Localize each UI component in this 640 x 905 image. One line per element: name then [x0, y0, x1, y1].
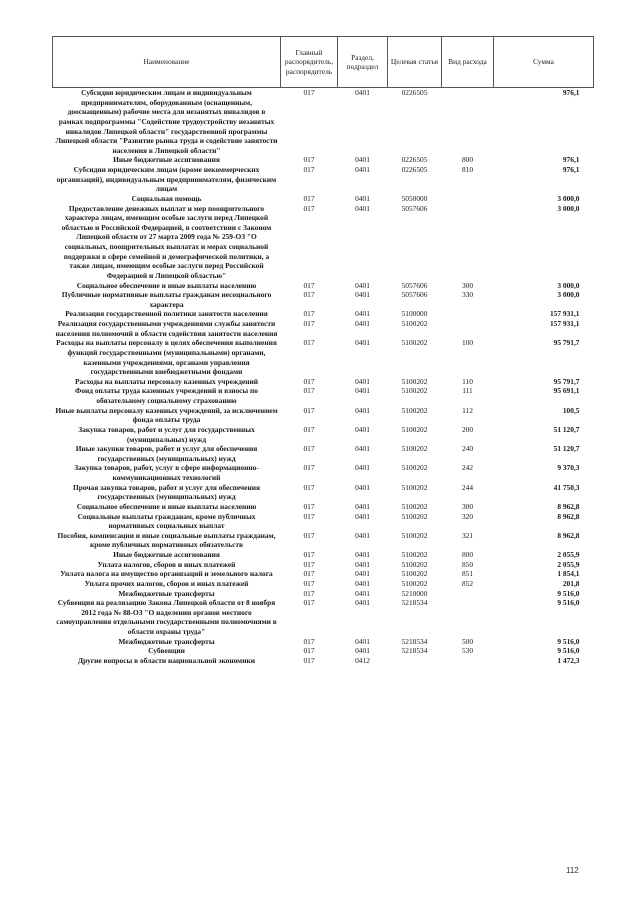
row-amount: 2 055,9 [557, 559, 580, 569]
row-name: Закупка товаров, работ и услуг для государственных (муниципальных) нужд [78, 424, 255, 444]
row-exp-type: 800 [461, 155, 474, 165]
row-section: 0401 [355, 511, 370, 521]
row-amount: 3 000,0 [557, 203, 580, 213]
row-amount: 1 472,3 [557, 655, 580, 665]
row-amount: 51 120,7 [553, 424, 580, 434]
row-name: Субвенции [148, 646, 185, 656]
row-name: Субвенция на реализацию Закона Липецкой области от 8 ноября 2012 года № 88-ОЗ "О наделении органов местного самоуправления отдельными государственными полномочиями в области охраны труда" [56, 598, 277, 636]
table-row [53, 406, 594, 425]
row-name: Уплата налогов, сборов и иных платежей [97, 559, 236, 569]
row-admin: 017 [303, 646, 315, 656]
row-name: Прочая закупка товаров, работ и услуг для обеспечения государственных (муниципальных) нужд [73, 482, 260, 502]
table-row [53, 560, 594, 570]
row-target: 0226505 [401, 165, 428, 174]
row-admin: 017 [303, 655, 315, 665]
row-section: 0401 [355, 376, 370, 386]
row-amount: 9 516,0 [557, 646, 580, 656]
row-name: Иные бюджетные ассигнования [113, 550, 220, 559]
row-admin: 017 [303, 559, 315, 569]
row-section: 0401 [355, 155, 370, 165]
row-name: Иные закупки товаров, работ и услуг для обеспечения государственных (муниципальных) нужд [75, 444, 258, 463]
row-name: Субсидии юридическим лицам и индивидуальным предпринимателям, оборудованным (оснащенным, дооснащенным) рабочие места для незанятых инвалидов в рамках подпрограммы "Содействие трудоустройству незанятых инвалидов Липецкой области" государственной программы Липецкой области "Развитие рынка труда и содействие занятости населения в Липецкой области" [55, 88, 278, 155]
row-amount: 976,1 [562, 155, 580, 165]
row-exp-type: 300 [461, 280, 474, 290]
row-target: 5100202 [401, 559, 428, 569]
row-amount: 100,5 [562, 405, 580, 415]
table-row [53, 309, 594, 319]
table-row [53, 290, 594, 309]
row-section: 0401 [355, 319, 370, 328]
row-amount: 9 370,3 [557, 463, 580, 473]
row-section: 0401 [355, 588, 370, 598]
header-target: Целевая статья [388, 37, 442, 88]
row-exp-type [442, 309, 494, 319]
row-admin: 017 [303, 482, 315, 492]
row-name: Межбюджетные трансферты [118, 636, 215, 646]
row-target: 5100202 [401, 501, 428, 511]
row-admin: 017 [303, 578, 315, 588]
row-exp-type [442, 204, 494, 281]
table-row [53, 281, 594, 291]
table-row [53, 338, 594, 377]
row-target [388, 656, 442, 666]
row-target: 5100202 [401, 386, 428, 396]
header-amount: Сумма [494, 37, 594, 88]
row-target: 5100202 [401, 405, 428, 415]
table-row [53, 579, 594, 589]
row-exp-type [442, 656, 494, 666]
row-admin: 017 [303, 290, 315, 300]
row-target: 5100202 [401, 569, 428, 579]
row-target: 5100202 [401, 444, 428, 454]
row-admin: 017 [303, 530, 315, 540]
row-target: 5100202 [401, 530, 428, 540]
row-name: Закупка товаров, работ, услуг в сфере информационно-коммуникационных технологий [74, 463, 259, 482]
table-row [53, 483, 594, 502]
row-amount: 8 962,8 [557, 511, 580, 521]
row-name: Пособия, компенсации и иные социальные выплаты гражданам, кроме публичных нормативных обязательств [57, 530, 276, 550]
row-exp-type [442, 88, 494, 156]
row-admin: 017 [303, 463, 315, 473]
row-admin: 017 [303, 511, 315, 521]
table-row [53, 444, 594, 463]
row-amount: 3 000,0 [557, 280, 580, 290]
row-name: Иные бюджетные ассигнования [113, 155, 220, 165]
row-name: Расходы на выплаты персоналу в целях обеспечения выполнения функций государственными (муниципальными) органами, казенными учреждениями, органами управления государственными внебюджетными фондами [56, 338, 277, 377]
table-row [53, 512, 594, 531]
row-section: 0401 [355, 578, 370, 588]
row-amount: 3 000,0 [557, 290, 580, 300]
table-row [53, 425, 594, 444]
row-section: 0412 [355, 655, 370, 665]
row-target: 5218534 [401, 636, 428, 646]
row-exp-type: 111 [462, 386, 473, 396]
row-exp-type: 244 [461, 482, 474, 492]
row-exp-type: 242 [461, 463, 474, 473]
row-admin: 017 [303, 376, 315, 386]
row-amount: 201,8 [562, 578, 580, 588]
row-name: Социальные выплаты гражданам, кроме публичных нормативных социальных выплат [77, 511, 256, 531]
row-section: 0401 [355, 203, 370, 213]
row-name: Другие вопросы в области национальной экономики [77, 655, 255, 665]
row-exp-type: 200 [461, 424, 474, 434]
row-section: 0401 [355, 338, 370, 348]
row-admin: 017 [303, 280, 315, 290]
table-row [53, 319, 594, 338]
row-target: 5100202 [401, 424, 428, 434]
row-section: 0401 [355, 309, 370, 319]
row-admin: 017 [303, 569, 315, 579]
row-target: 5057606 [401, 290, 428, 300]
row-admin: 017 [303, 193, 315, 203]
row-exp-type: 852 [461, 578, 474, 588]
row-section: 0401 [355, 636, 370, 646]
row-exp-type [442, 598, 494, 637]
row-section: 0401 [355, 290, 370, 300]
row-exp-type: 500 [461, 636, 474, 646]
row-name: Уплата налога на имущество организаций и земельного налога [60, 569, 273, 579]
row-amount: 95 691,1 [553, 386, 580, 396]
table-row [53, 646, 594, 656]
row-admin: 017 [303, 338, 315, 348]
row-name: Социальное обеспечение и иные выплаты населению [76, 280, 257, 290]
row-target: 5050000 [401, 193, 428, 203]
header-name: Наименование [53, 37, 281, 88]
row-name: Публичные нормативные выплаты гражданам несоциального характера [61, 290, 272, 309]
row-target: 5100202 [401, 550, 428, 559]
row-section: 0401 [355, 501, 370, 511]
row-exp-type [442, 319, 494, 338]
budget-table [52, 36, 594, 666]
row-exp-type: 240 [461, 444, 474, 454]
row-section: 0401 [355, 165, 370, 174]
row-target: 5100202 [401, 482, 428, 492]
row-amount: 976,1 [562, 165, 580, 174]
row-section: 0401 [355, 550, 370, 559]
table-header-row [53, 37, 594, 88]
table-row [53, 463, 594, 482]
row-exp-type: 800 [461, 550, 474, 559]
row-admin: 017 [303, 424, 315, 434]
row-admin: 017 [303, 88, 315, 97]
row-admin: 017 [303, 636, 315, 646]
row-amount: 157 931,1 [549, 309, 580, 319]
row-target: 5100202 [401, 319, 428, 328]
row-target: 5100202 [401, 376, 428, 386]
row-section: 0401 [355, 88, 370, 97]
row-exp-type: 850 [461, 559, 474, 569]
page-number: 112 [566, 866, 579, 875]
row-amount: 51 120,7 [553, 444, 580, 454]
header-exp-type: Вид расхода [442, 37, 494, 88]
table-body [53, 88, 594, 666]
row-amount: 157 931,1 [549, 319, 580, 328]
row-name: Межбюджетные трансферты [118, 588, 215, 598]
header-section: Раздел, подраздел [338, 37, 388, 88]
row-section: 0401 [355, 530, 370, 540]
table-row [53, 155, 594, 165]
row-target: 0226505 [401, 88, 428, 97]
row-target: 5218534 [401, 646, 428, 656]
row-amount: 1 854,1 [557, 569, 580, 579]
table-row [53, 386, 594, 405]
table-row [53, 377, 594, 387]
row-admin: 017 [303, 501, 315, 511]
row-name: Реализация государственными учреждениями службы занятости населения полномочий в области содействия занятости населения [55, 319, 278, 338]
row-exp-type [442, 589, 494, 599]
row-amount: 9 516,0 [557, 598, 580, 608]
table-row [53, 569, 594, 579]
row-exp-type: 321 [461, 530, 474, 540]
row-target: 5057606 [401, 203, 428, 213]
row-name: Уплата прочих налогов, сборов и иных платежей [84, 578, 249, 588]
row-target: 5100202 [401, 578, 428, 588]
row-exp-type: 530 [461, 646, 474, 656]
row-admin: 017 [303, 598, 315, 608]
row-admin: 017 [303, 444, 315, 454]
table-row [53, 165, 594, 194]
row-amount: 95 791,7 [553, 376, 580, 386]
row-admin: 017 [303, 386, 315, 396]
row-exp-type: 110 [462, 376, 473, 386]
row-name: Социальная помощь [131, 193, 202, 203]
row-exp-type: 300 [461, 501, 474, 511]
row-section: 0401 [355, 193, 370, 203]
table-row [53, 637, 594, 647]
row-section: 0401 [355, 559, 370, 569]
row-section: 0401 [355, 405, 370, 415]
row-section: 0401 [355, 569, 370, 579]
row-name: Субсидии юридическим лицам (кроме некоммерческих организаций), индивидуальным предпринимателям, физическим лицам [56, 165, 277, 194]
row-section: 0401 [355, 598, 370, 608]
header-admin: Главный распорядитель, распорядитель [281, 37, 338, 88]
row-amount: 3 000,0 [557, 193, 580, 203]
table-row [53, 204, 594, 281]
table-row [53, 598, 594, 637]
table-row [53, 531, 594, 550]
table-row [53, 550, 594, 560]
table-row [53, 502, 594, 512]
row-exp-type: 810 [461, 165, 474, 174]
row-amount: 2 055,9 [557, 550, 580, 559]
row-target: 5057606 [401, 280, 428, 290]
row-name: Реализация государственной политики занятости населения [65, 309, 268, 319]
row-target: 5218534 [401, 598, 428, 608]
row-target: 5210000 [401, 588, 428, 598]
row-name: Фонд оплаты труда казенных учреждений и взносы по обязательному социальному страхованию [74, 386, 259, 405]
row-admin: 017 [303, 165, 315, 174]
row-target: 0226505 [401, 155, 428, 165]
row-name: Социальное обеспечение и иные выплаты населению [76, 501, 257, 511]
row-section: 0401 [355, 424, 370, 434]
row-admin: 017 [303, 550, 315, 559]
table-row [53, 194, 594, 204]
row-exp-type: 112 [462, 405, 473, 415]
row-admin: 017 [303, 319, 315, 328]
row-exp-type: 330 [461, 290, 474, 300]
row-amount: 9 516,0 [557, 636, 580, 646]
table-row [53, 88, 594, 156]
table-row [53, 656, 594, 666]
row-name: Предоставление денежных выплат и мер поощрительного характера лицам, имеющим особые заслуги перед Липецкой областью и Российской Федерацией, в соответствии с Законом Липецкой области от 27 марта 2009 года № 259-ОЗ "О социальных, поощрительных выплатах и мерах социальной поддержки в сфере семейной и демографической политики, а также лицам, имеющим особые заслуги перед Российской Федерацией и Липецкой областью" [61, 203, 272, 280]
row-admin: 017 [303, 203, 315, 213]
row-exp-type: 100 [461, 338, 474, 348]
row-name: Иные выплаты персоналу казенных учреждений, за исключением фонда оплаты труда [55, 405, 278, 425]
row-section: 0401 [355, 386, 370, 396]
row-target: 5100202 [401, 511, 428, 521]
row-exp-type [442, 194, 494, 204]
row-target: 5100202 [401, 338, 428, 348]
row-exp-type: 851 [461, 569, 474, 579]
row-admin: 017 [303, 405, 315, 415]
row-target: 5100202 [401, 463, 428, 473]
table-row [53, 589, 594, 599]
row-section: 0401 [355, 646, 370, 656]
row-target: 5100000 [401, 309, 428, 319]
row-name: Расходы на выплаты персоналу казенных учреждений [74, 376, 259, 386]
row-amount: 8 962,8 [557, 530, 580, 540]
row-section: 0401 [355, 482, 370, 492]
row-exp-type: 320 [461, 511, 474, 521]
row-section: 0401 [355, 463, 370, 473]
row-amount: 976,1 [562, 88, 580, 97]
row-amount: 9 516,0 [557, 588, 580, 598]
row-section: 0401 [355, 444, 370, 454]
budget-sheet [52, 36, 593, 666]
row-admin: 017 [303, 588, 315, 598]
row-amount: 8 962,8 [557, 501, 580, 511]
row-admin: 017 [303, 309, 315, 319]
row-section: 0401 [355, 280, 370, 290]
row-admin: 017 [303, 155, 315, 165]
row-amount: 41 750,3 [553, 482, 580, 492]
row-amount: 95 791,7 [553, 338, 580, 348]
